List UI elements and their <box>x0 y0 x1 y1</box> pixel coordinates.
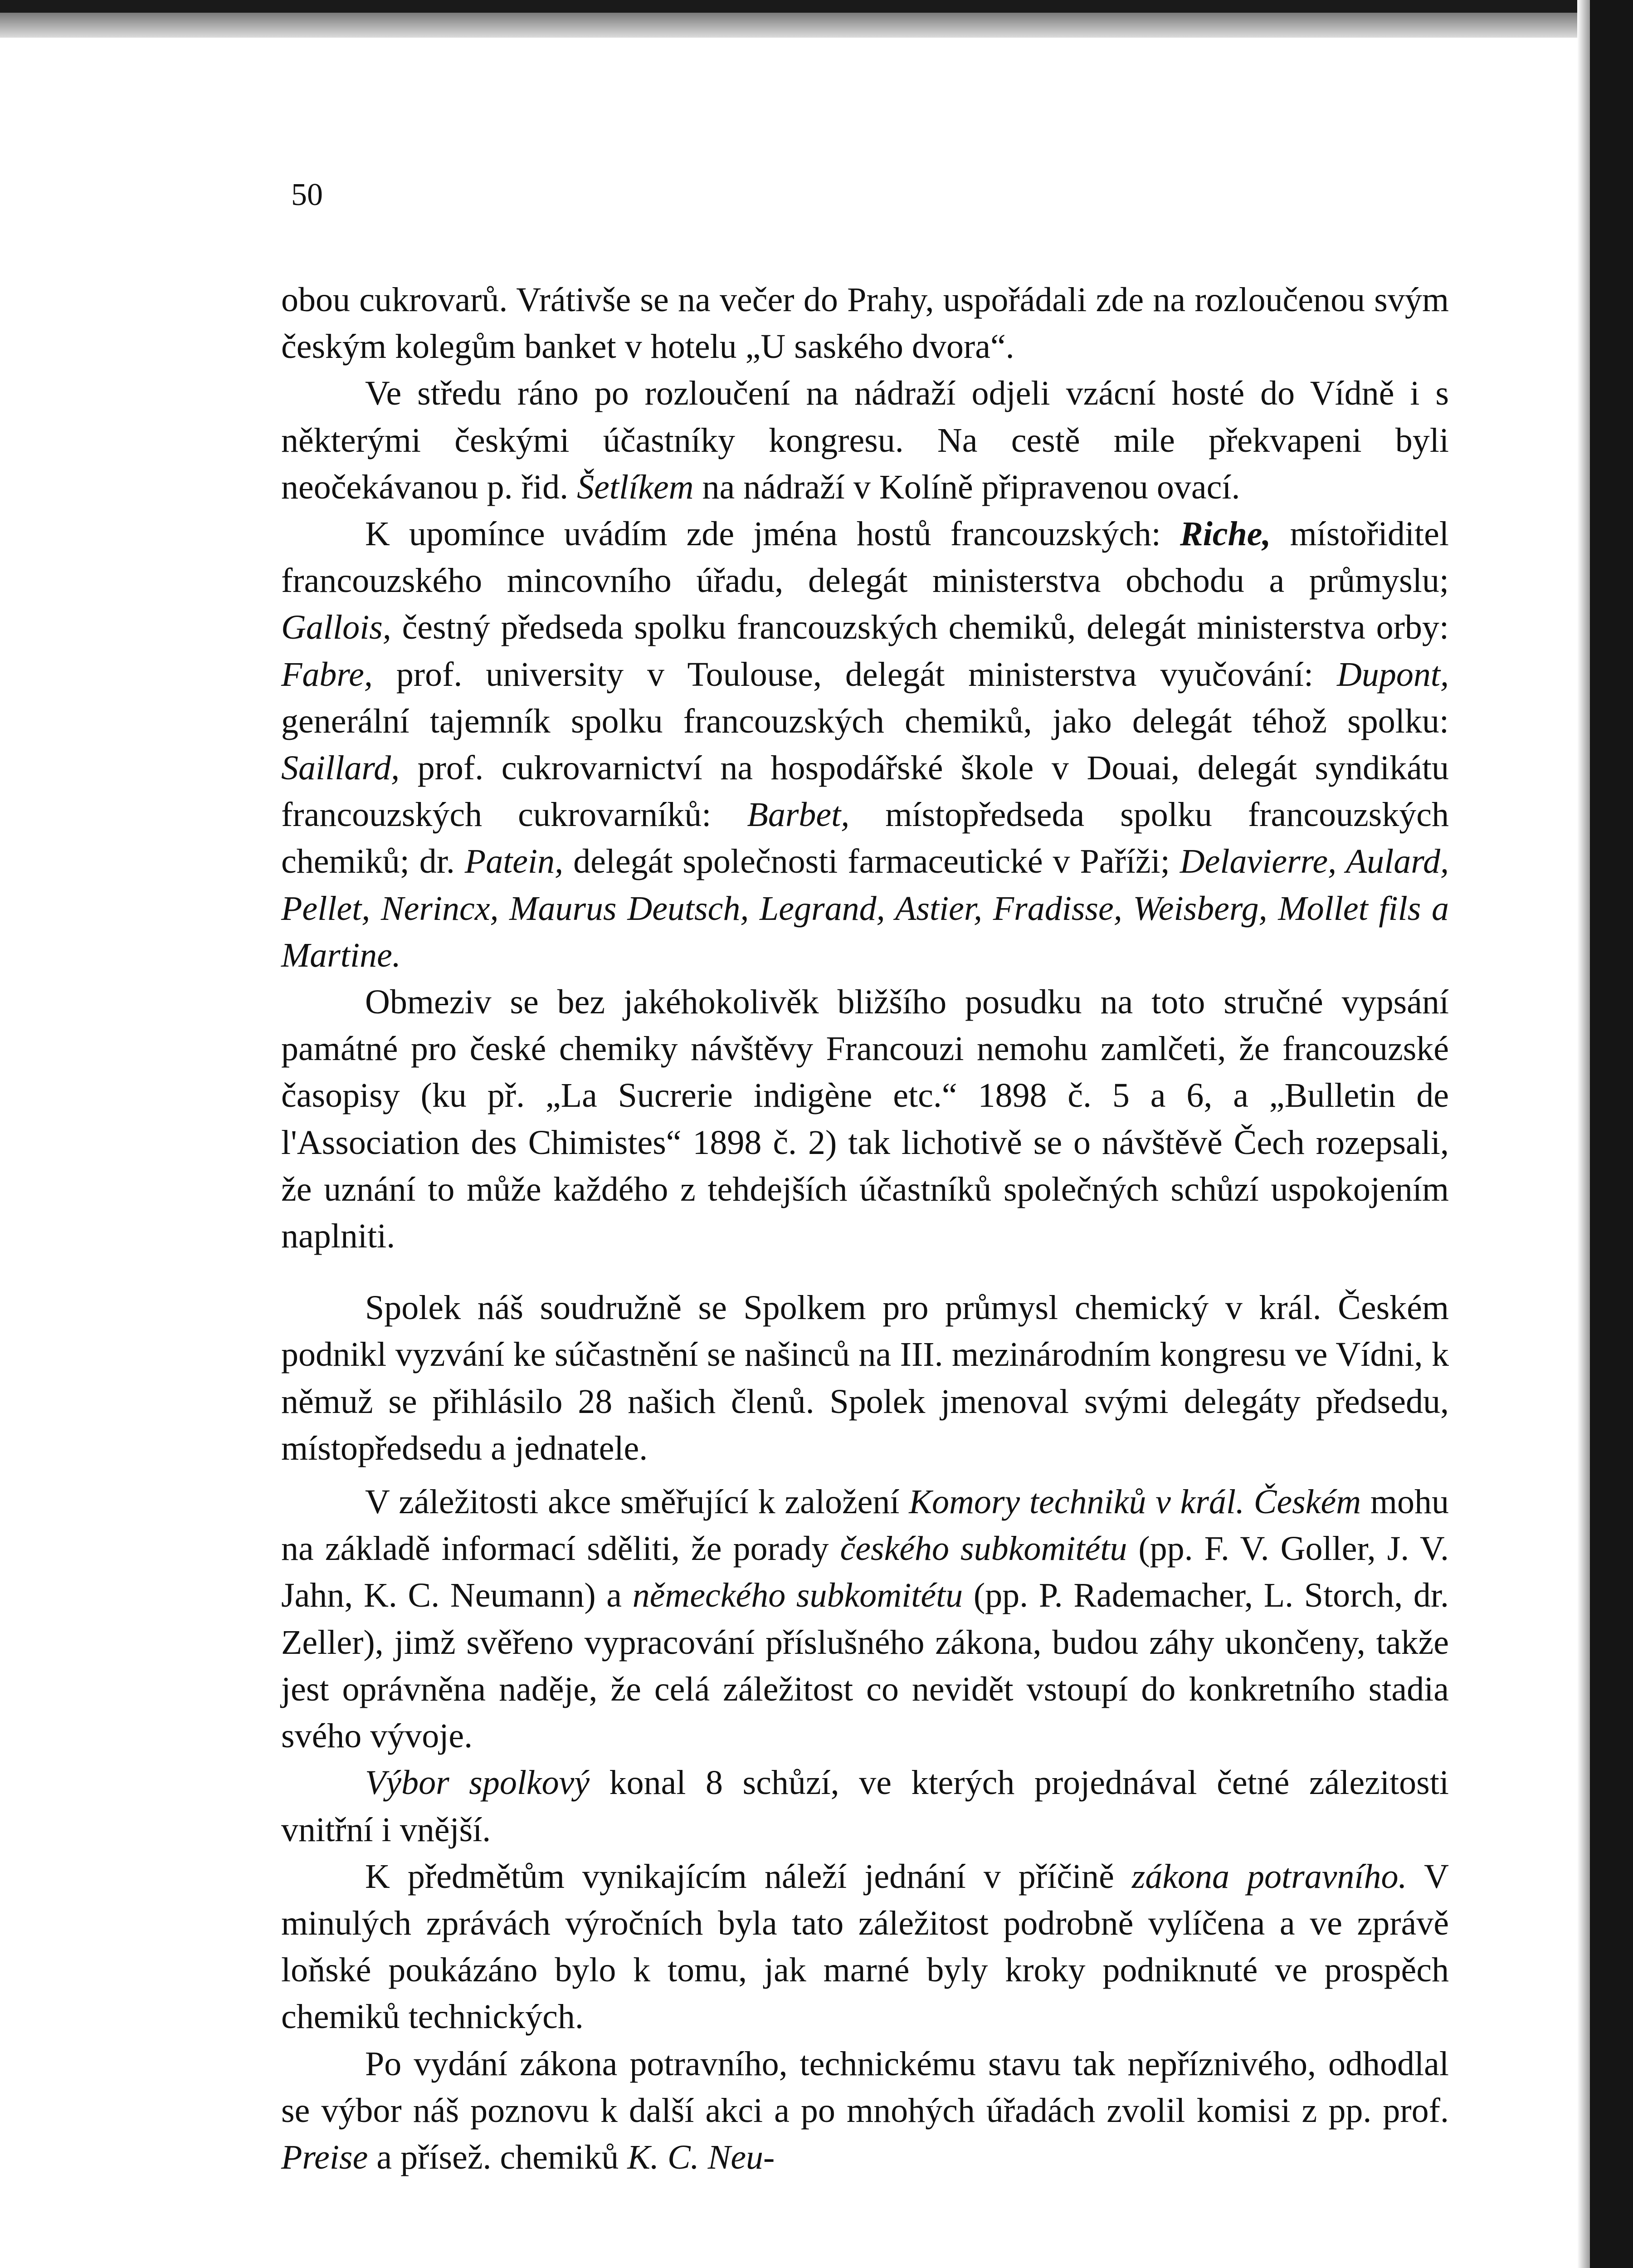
emphasized-text: K. C. Neu- <box>627 2138 775 2176</box>
emphasized-text: německého subkomitétu <box>632 1576 963 1615</box>
emphasized-text: Gallois, <box>281 608 391 647</box>
paragraph <box>281 1853 1449 2041</box>
emphasized-text: Fabre, <box>281 655 373 694</box>
paragraph <box>281 370 1449 511</box>
text-run: Ve středu ráno po rozloučení na nádraží odjeli vzácní hosté do Vídně i s některými českými účastníky kongresu. Na cestě mile překvapeni byli neočekávanou p. řid. <box>281 374 1449 506</box>
emphasized-text: Výbor spolkový <box>365 1764 590 1802</box>
text-run: místopředseda spolku francouzských chemiků; dr. <box>281 796 1449 881</box>
text-run: V záležitosti akce směřující k založení <box>365 1483 909 1521</box>
emphasized-text: Patein, <box>464 842 564 881</box>
paragraph <box>281 2041 1449 2181</box>
emphasized-text: Riche, <box>1180 515 1271 553</box>
emphasized-text: Dupont, <box>1337 655 1449 694</box>
text-run: místořiditel francouzského mincovního úřadu, delegát ministerstva obchodu a průmyslu; <box>281 515 1449 600</box>
text-run: generální tajemník spolku francouzských chemiků, jako delegát téhož spolku: <box>281 702 1449 740</box>
text-run: delegát společnosti farmaceutické v Paříži; <box>563 842 1180 881</box>
emphasized-text: Saillard, <box>281 749 400 787</box>
paragraph <box>281 1479 1449 1760</box>
text-run: a přísež. chemiků <box>368 2138 628 2176</box>
scan-right-shadow <box>1577 0 1590 2268</box>
scan-top-edge <box>0 0 1633 13</box>
paragraph <box>281 1285 1449 1472</box>
text-run: (pp. P. Rademacher, L. Storch, dr. Zeller), jimž svěřeno vypracování příslušného zákona, budou záhy ukončeny, takže jest oprávněna naděje, že celá záležitost co nevidět vstoupí do konkretního stadia svého vývoje. <box>281 1576 1449 1755</box>
emphasized-text: českého subkomitétu <box>840 1530 1127 1568</box>
scan-top-shadow <box>0 13 1633 38</box>
document-page <box>281 172 1449 2181</box>
emphasized-text: Barbet, <box>747 796 850 834</box>
text-run: prof. cukrovarnictví na hospodářské škole v Douai, delegát syndikátu francouzských cukrovarníků: <box>281 749 1449 834</box>
emphasized-text: Šetlíkem <box>577 468 694 506</box>
text-run: Obmeziv se bez jakéhokolivěk bližšího posudku na toto stručné vypsání památné pro české chemiky návštěvy Francouzi nemohu zamlčeti, že francouzské časopisy (ku př. „La Sucrerie indigène etc.“ 1898 č. 5 a 6, a „Bulletin de l'Association des Chimistes“ 1898 č. 2) tak lichotivě se o návštěvě Čech rozepsali, že uznání to může každého z tehdejších účastníků společných schůzí uspokojením naplniti. <box>281 983 1449 1256</box>
emphasized-text: Delavierre, Aulard, Pellet, Nerincx, Maurus Deutsch, Legrand, Astier, Fradisse, Weisberg, Mollet fils a Martine. <box>281 842 1449 974</box>
text-run: (pp. F. V. Goller, J. V. Jahn, K. C. Neumann) a <box>281 1530 1449 1615</box>
page-number: 50 <box>291 177 323 212</box>
paragraph <box>281 511 1449 979</box>
scan-right-edge <box>1590 0 1633 2268</box>
text-run: obou cukrovarů. Vrátivše se na večer do Prahy, uspořádali zde na rozloučenou svým českým kolegům banket v hotelu „U saského dvora“. <box>281 281 1449 366</box>
emphasized-text: Komory techniků v král. Českém <box>909 1483 1361 1521</box>
emphasized-text: Preise <box>281 2138 368 2176</box>
text-run: V minulých zprávách výročních byla tato záležitost podrobně vylíčena a ve zprávě loňské poukázáno bylo k tomu, jak marné byly kroky podniknuté ve prospěch chemiků technických. <box>281 1857 1449 2036</box>
paragraph <box>281 277 1449 370</box>
text-run: čestný předseda spolku francouzských chemiků, delegát ministerstva orby: <box>391 608 1449 647</box>
text-run: konal 8 schůzí, ve kterých projednával četné zálezitosti vnitřní i vnější. <box>281 1764 1449 1849</box>
text-run: mohu na základě informací sděliti, že porady <box>281 1483 1449 1568</box>
paragraph <box>281 979 1449 1260</box>
text-run: prof. university v Toulouse, delegát ministerstva vyučování: <box>372 655 1337 694</box>
text-run: Po vydání zákona potravního, technickému stavu tak nepříznivého, odhodlal se výbor náš poznovu k další akci a po mnohých úřadách zvolil komisi z pp. prof. <box>281 2044 1449 2130</box>
text-run: K předmětům vynikajícím náleží jednání v příčině <box>365 1857 1132 1896</box>
text-run: K upomínce uvádím zde jména hostů francouzských: <box>365 515 1180 553</box>
text-run: Spolek náš soudružně se Spolkem pro průmysl chemický v král. Českém podnikl vyzvání ke súčastnění se našinců na III. mezinárodním kongresu ve Vídni, k němuž se přihlásilo 28 našich členů. Spolek jmenoval svými delegáty předsedu, místopředsedu a jednatele. <box>281 1289 1449 1467</box>
paragraph <box>281 1760 1449 1853</box>
emphasized-text: zákona potravního. <box>1131 1857 1407 1896</box>
text-run: na nádraží v Kolíně připravenou ovací. <box>693 468 1240 506</box>
